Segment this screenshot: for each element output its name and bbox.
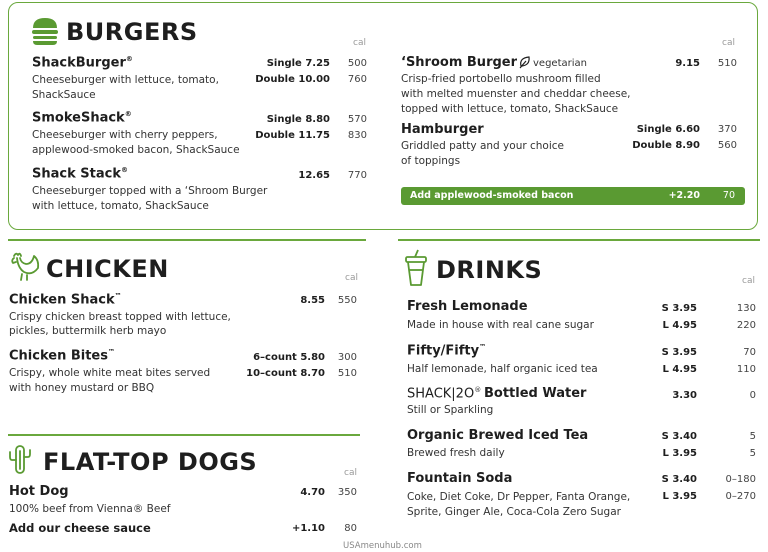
addon-label: Add our cheese sauce [9, 521, 151, 535]
addon-price: +2.20 [668, 190, 700, 201]
menu-item-desc: with honey mustard or BBQ [9, 382, 155, 394]
menu-item-cal: 300 [337, 352, 357, 363]
menu-item-price: Double 10.00 [255, 74, 330, 85]
menu-item-cal: 570 [347, 114, 367, 125]
menu-item-cal: 370 [717, 124, 737, 135]
menu-item-name: Fountain Soda [407, 471, 513, 486]
dogs-title: FLAT-TOP DOGS [43, 448, 258, 476]
menu-item-desc: Crispy chicken breast topped with lettuce, [9, 311, 231, 323]
chicken-title: CHICKEN [46, 255, 169, 283]
cal-header: cal [345, 273, 358, 283]
menu-item-name: ‘Shroom Burger [401, 55, 518, 70]
addon-label: Add applewood-smoked bacon [410, 190, 574, 201]
section-divider [8, 239, 366, 241]
addon-price: +1.10 [291, 523, 325, 534]
menu-item-desc: Cheeseburger with cherry peppers, [32, 129, 218, 141]
section-divider [8, 434, 360, 436]
menu-item-price: 3.30 [672, 390, 697, 401]
menu-item-cal: 830 [347, 130, 367, 141]
menu-item-name: Chicken Shack™ [9, 292, 122, 308]
menu-item-price: L 4.95 [662, 320, 697, 331]
menu-item-name: Chicken Bites™ [9, 348, 115, 364]
menu-item-desc: Crisp-fried portobello mushroom filled [401, 73, 601, 85]
menu-item-name: Fresh Lemonade [407, 299, 528, 314]
menu-item-desc: 100% beef from Vienna® Beef [9, 503, 171, 515]
menu-item-price: 6–count 5.80 [253, 352, 325, 363]
menu-item-desc: Coke, Diet Coke, Dr Pepper, Fanta Orange, [407, 491, 631, 503]
menu-item-cal: 510 [717, 58, 737, 69]
menu-item-desc: Brewed fresh daily [407, 447, 505, 459]
menu-item-cal: 0 [749, 390, 756, 401]
menu-item-price: Double 11.75 [255, 130, 330, 141]
menu-item-cal: 550 [337, 295, 357, 306]
menu-item-cal: 760 [347, 74, 367, 85]
menu-item-price: 12.65 [298, 170, 330, 181]
menu-item-desc: ShackSauce [32, 89, 96, 101]
menu-item-price: Double 8.90 [632, 140, 700, 151]
menu-item-desc: of toppings [401, 155, 461, 167]
menu-item-cal: 770 [347, 170, 367, 181]
cal-header: cal [742, 276, 755, 286]
drinks-title: DRINKS [436, 256, 543, 284]
menu-item-cal: 500 [347, 58, 367, 69]
cal-header: cal [722, 38, 735, 48]
menu-item-cal: 110 [736, 364, 756, 375]
menu-item-cal: 0–270 [725, 491, 756, 502]
leaf-icon [518, 55, 532, 69]
cactus-icon [8, 444, 32, 474]
menu-item-cal: 510 [337, 368, 357, 379]
menu-item-cal: 350 [337, 487, 357, 498]
menu-item-name: Hot Dog [9, 484, 69, 499]
menu-item-name: Fifty/Fifty™ [407, 343, 487, 359]
cal-header: cal [344, 468, 357, 478]
watermark: USAmenuhub.com [343, 541, 422, 551]
menu-item-desc: Cheeseburger topped with a ‘Shroom Burger [32, 185, 268, 197]
menu-item-price: Single 8.80 [266, 114, 330, 125]
menu-item-desc: with melted muenster and cheddar cheese, [401, 88, 631, 100]
menu-item-price: 10–count 8.70 [246, 368, 325, 379]
menu-item-price: L 3.95 [662, 491, 697, 502]
menu-item-desc: Crispy, whole white meat bites served [9, 367, 211, 379]
cal-header: cal [353, 38, 366, 48]
menu-item-desc: Made in house with real cane sugar [407, 319, 594, 331]
menu-item-price: 8.55 [300, 295, 325, 306]
menu-item-desc: Still or Sparkling [407, 404, 494, 416]
menu-item-desc: Sprite, Ginger Ale, Coca-Cola Zero Sugar [407, 506, 621, 518]
menu-item-price: Single 6.60 [636, 124, 700, 135]
section-divider [398, 239, 760, 241]
menu-item-price: S 3.95 [661, 347, 697, 358]
addon-cal: 80 [344, 523, 357, 534]
menu-item-desc: Griddled patty and your choice [401, 140, 565, 152]
menu-item-desc: applewood-smoked bacon, ShackSauce [32, 144, 240, 156]
menu-item-cal: 70 [743, 347, 756, 358]
shack2o-logo: SHACK|2O® [407, 386, 482, 402]
menu-item-cal: 130 [736, 303, 756, 314]
menu-item-desc: topped with lettuce, tomato, ShackSauce [401, 103, 619, 115]
menu-item-cal: 5 [749, 431, 756, 442]
menu-item-cal: 5 [749, 448, 756, 459]
menu-item-name: Hamburger [401, 122, 484, 137]
menu-item-cal: 0–180 [725, 474, 756, 485]
menu-item-desc: Half lemonade, half organic iced tea [407, 363, 598, 375]
menu-item-desc: Cheeseburger with lettuce, tomato, [32, 74, 219, 86]
menu-item-name: ShackBurger® [32, 55, 133, 71]
menu-item-cal: 560 [717, 140, 737, 151]
menu-item-price: L 3.95 [662, 448, 697, 459]
addon-bacon-bar [401, 187, 745, 205]
menu-item-price: S 3.95 [661, 303, 697, 314]
menu-item-name: Shack Stack® [32, 166, 128, 182]
menu-item-price: S 3.40 [661, 474, 697, 485]
menu-item-name: SmokeShack® [32, 110, 132, 126]
menu-item-name: Organic Brewed Iced Tea [407, 428, 589, 443]
menu-item-price: Single 7.25 [266, 58, 330, 69]
rooster-icon [8, 250, 42, 282]
menu-item-price: L 4.95 [662, 364, 697, 375]
menu-item-cal: 220 [736, 320, 756, 331]
menu-item-name: Bottled Water [484, 386, 587, 401]
addon-cal: 70 [722, 190, 735, 201]
menu-item-desc: with lettuce, tomato, ShackSauce [32, 200, 209, 212]
cup-icon [404, 249, 428, 287]
menu-item-desc: pickles, buttermilk herb mayo [9, 325, 167, 337]
burgers-title: BURGERS [66, 18, 198, 46]
burger-icon [31, 16, 59, 46]
menu-item-price: 4.70 [300, 487, 325, 498]
menu-item-price: 9.15 [675, 58, 700, 69]
menu-item-price: S 3.40 [661, 431, 697, 442]
vegetarian-tag: vegetarian [533, 58, 587, 69]
